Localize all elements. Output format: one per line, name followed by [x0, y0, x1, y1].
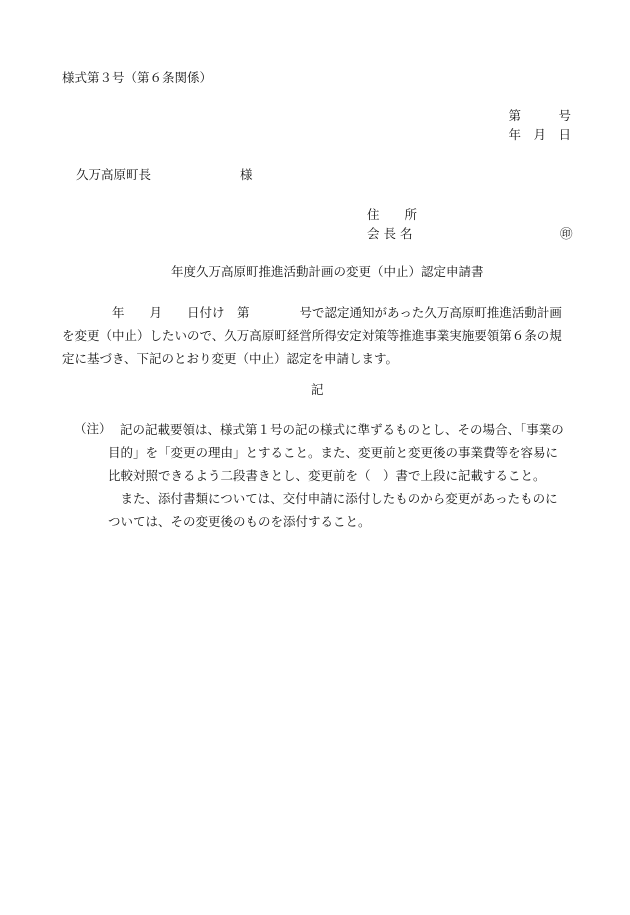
note-line: 記の記載要領は、様式第１号の記の様式に準ずるものとし、その場合、「事業の	[120, 422, 564, 437]
document-date: 年 月 日	[508, 127, 571, 142]
address-label: 住 所	[367, 207, 418, 222]
body-line: 年 月 日付け 第 号で認定通知があった久万高原町推進活動計画	[62, 305, 562, 320]
seal-mark: ㊞	[560, 226, 573, 241]
note-line: 比較対照できるよう二段書きとし、変更前を（ ）書で上段に記載すること。	[108, 468, 546, 483]
note-line: また、添付書類については、交付申請に添付したものから変更があったものに	[108, 491, 558, 506]
body-paragraph	[62, 301, 574, 370]
note-body	[108, 418, 574, 533]
ki-heading: 記	[311, 382, 324, 397]
body-line: を変更（中止）したいので、久万高原町経営所得安定対策等推進事業実施要領第６条の規	[62, 328, 562, 343]
note-line: 目的」を「変更の理由」とすること。また、変更前と変更後の事業費等を容易に	[108, 445, 559, 460]
body-line: 定に基づき、下記のとおり変更（中止）認定を申請します。	[62, 351, 399, 366]
addressee-suffix: 様	[240, 167, 253, 182]
chairman-name-label: 会 長 名	[367, 226, 413, 241]
document-number: 第 号	[508, 108, 571, 123]
note-label: （注）	[74, 421, 112, 436]
form-label: 様式第３号（第６条関係）	[62, 70, 213, 85]
note-line: ついては、その変更後のものを添付すること。	[108, 514, 371, 529]
document-title: 年度久万高原町推進活動計画の変更（中止）認定申請書	[171, 264, 484, 279]
addressee: 久万高原町長	[76, 167, 152, 182]
